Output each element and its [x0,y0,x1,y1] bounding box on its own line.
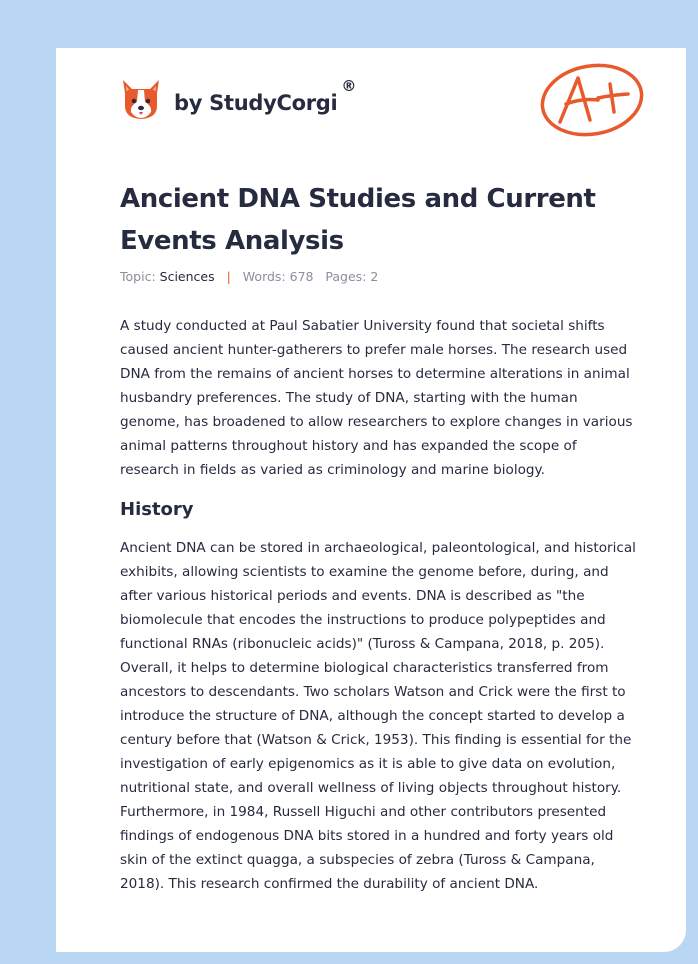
pages-label: Pages: [325,269,367,284]
brand-header[interactable] [120,74,356,124]
registered-mark: ® [341,77,357,95]
corgi-icon [120,76,162,122]
section-heading-history: History [120,499,194,520]
history-paragraph: Ancient DNA can be stored in archaeological, paleontological, and historical exhibits, allowing scientists to examine the genome before, during, and after various historical periods and events. DNA is described as "the biomolecule that encodes the instructions to produce polypeptides and functional RNAs (ribonucleic acids)" (Tuross & Campana, 2018, p. 205). Overall, it helps to determine biological characteristics transferred from ancestors to descendants. Two scholars Watson and Crick were the first to introduce the structure of DNA, although the concept started to develop a century before that (Watson & Crick, 1953). This finding is essential for the investigation of early epigenomics as it is able to give data on evolution, nutritional state, and overall wellness of living objects throughout history. Furthermore, in 1984, Russell Higuchi and other contributors presented findings of endogenous DNA bits stored in a hundred and forty years old skin of the extinct quagga, a subspecies of zebra (Tuross & Campana, 2018). This research confirmed the durability of ancient DNA. [120,540,636,892]
document-page [56,48,686,952]
words-label: Words: [242,269,286,284]
document-title: Ancient DNA Studies and Current Events Analysis [120,184,596,256]
intro-paragraph: A study conducted at Paul Sabatier University found that societal shifts caused ancient hunter-gatherers to prefer male horses. The research used DNA from the remains of ancient horses to determine alterations in animal husbandry preferences. The study of DNA, starting with the human genome, has broadened to allow researchers to explore changes in various animal patterns throughout history and has expanded the scope of research in fields as varied as criminology and marine biology. [120,318,633,478]
document-meta [120,269,378,284]
a-plus-grade-icon [538,60,648,138]
words-value: 678 [289,269,314,284]
meta-separator: | [226,269,231,284]
topic-link[interactable]: Sciences [159,269,215,284]
pages-value: 2 [370,269,379,284]
brand-name: by StudyCorgi [174,91,338,115]
topic-label: Topic: [120,269,156,284]
